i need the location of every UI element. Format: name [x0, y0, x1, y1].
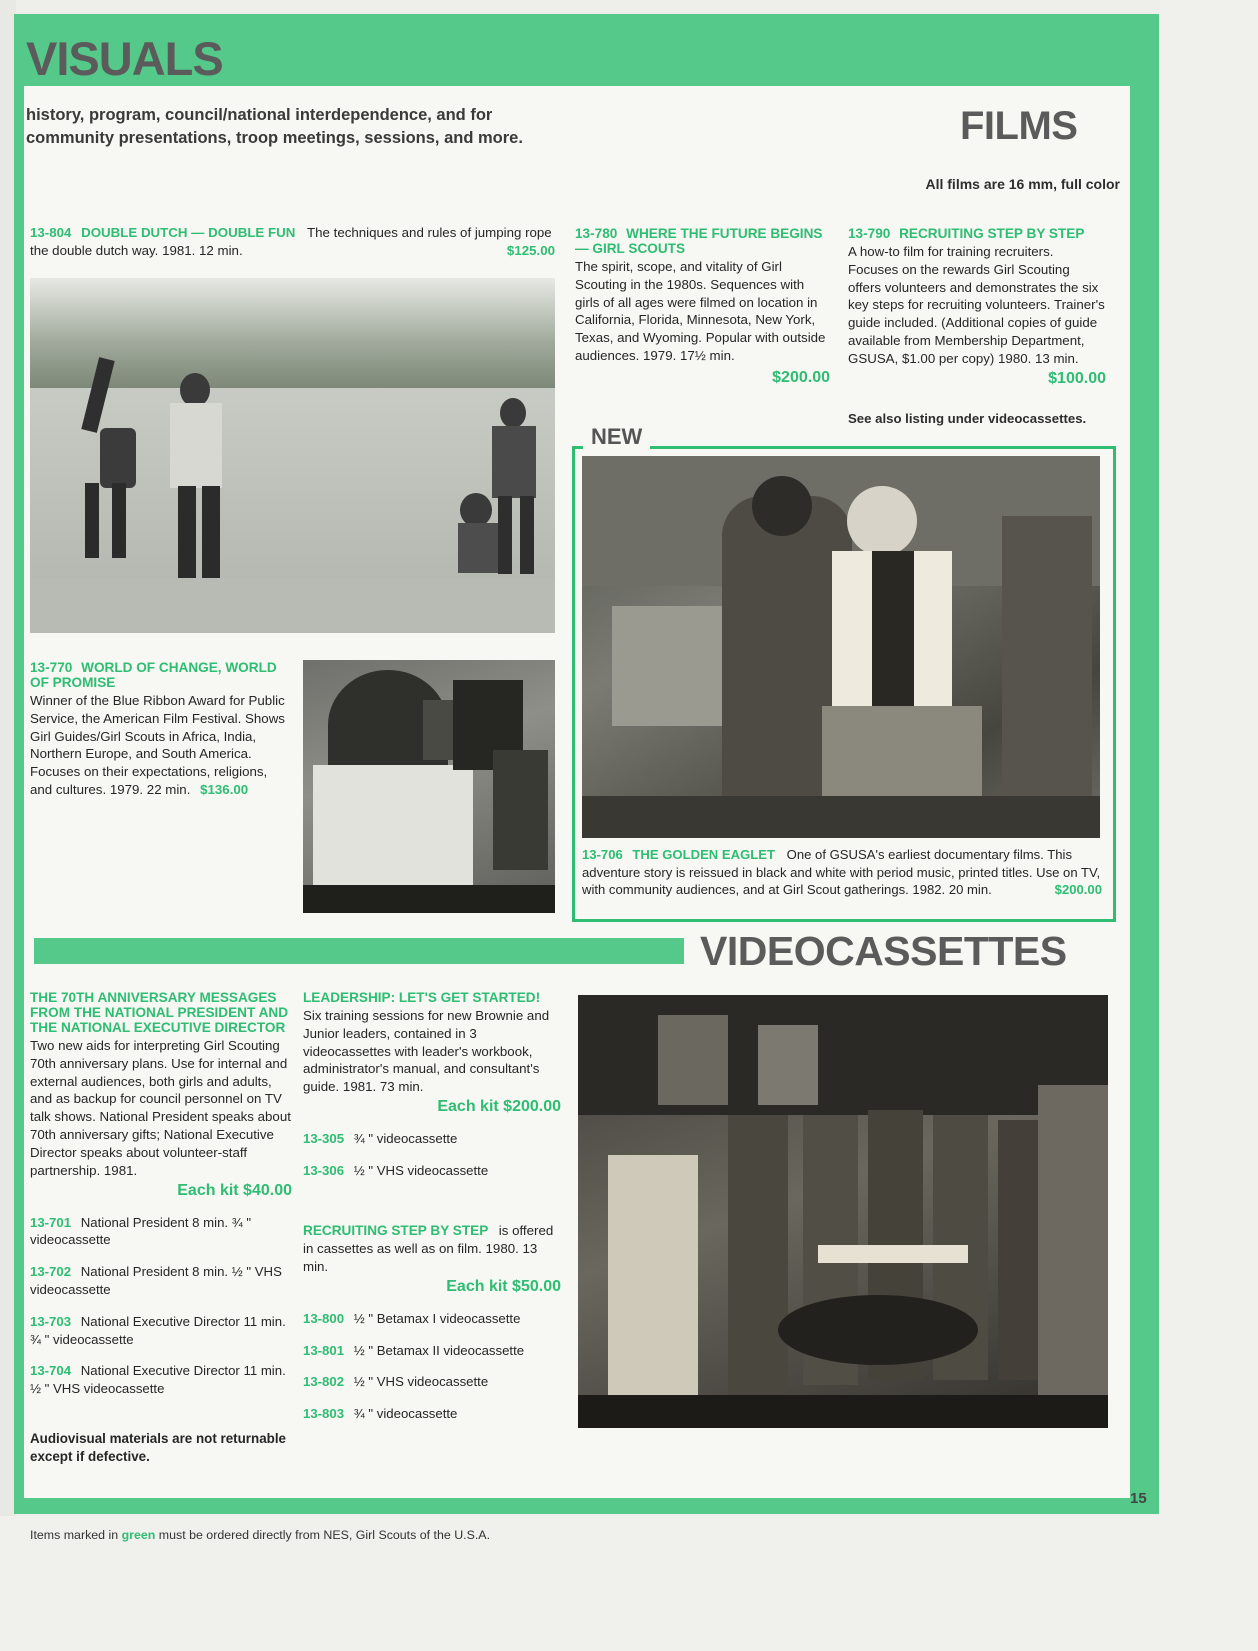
film-code: 13-706 — [582, 847, 623, 862]
item-code: 13-801 — [303, 1342, 345, 1358]
film-price: $200.00 — [1054, 882, 1102, 898]
list-item — [30, 1263, 292, 1299]
film-entry-13-804 — [30, 224, 555, 260]
vc-entry-price: Each kit $200.00 — [437, 1098, 561, 1116]
videocassettes-banner-bar — [34, 938, 684, 964]
item-code: 13-803 — [303, 1406, 345, 1422]
film-title: DOUBLE DUTCH — DOUBLE FUN — [81, 225, 296, 240]
film-price: $125.00 — [506, 242, 555, 258]
item-description: National Executive Director 11 min. ½ " VHS videocassette — [30, 1363, 286, 1397]
item-description: ½ " VHS videocassette — [353, 1374, 489, 1390]
item-description: National Executive Director 11 min. ¾ " videocassette — [30, 1313, 286, 1347]
videocassette-column-1 — [30, 990, 292, 1398]
item-code: 13-701 — [30, 1214, 72, 1230]
vc-entry-title: LEADERSHIP: LET'S GET STARTED! — [303, 990, 541, 1005]
vc-entry-price-2: Each kit $50.00 — [446, 1277, 561, 1295]
film-code: 13-780 — [575, 226, 618, 241]
item-code: 13-702 — [30, 1264, 72, 1280]
videocassette-column-2 — [303, 990, 561, 1423]
footer-note-suffix: must be ordered directly from NES, Girl Scouts of the U.S.A. — [155, 1528, 491, 1542]
intro-text: history, program, council/national interdependence, and for community presentations, troop meetings, sessions, and more. — [26, 106, 523, 148]
item-description: ½ " Betamax I videocassette — [353, 1310, 521, 1326]
item-description: ½ " VHS videocassette — [353, 1162, 489, 1178]
vc-entry-description: Two new aids for interpreting Girl Scouting 70th anniversary plans. Use for internal and external audiences, both girls and adults, and as backup for council personnel on TV talk shows. National President speaks about 70th anniversary gifts; National Executive Director speaks about volunteer-staff partnership. 1981. — [30, 1038, 291, 1178]
photo-camera-operator — [303, 660, 555, 913]
item-description: ¾ " videocassette — [353, 1406, 458, 1422]
list-item — [30, 1313, 292, 1349]
film-price: $136.00 — [200, 782, 249, 798]
film-code: 13-804 — [30, 225, 72, 240]
list-item — [303, 1373, 561, 1391]
film-title: THE GOLDEN EAGLET — [632, 847, 776, 862]
item-code: 13-306 — [303, 1162, 345, 1178]
film-description: A how-to film for training recruiters. Focuses on the rewards Girl Scouting offers volunteers and demonstrates the six key steps for recruiting volunteers. Trainer's guide included. (Additional copies of guide available from Membership Department, GSUSA, $1.00 per copy) 1980. 13 min. — [848, 244, 1105, 366]
list-item — [303, 1162, 561, 1180]
film-code: 13-790 — [848, 226, 891, 241]
item-description: ¾ " videocassette — [353, 1131, 458, 1147]
film-code: 13-770 — [30, 660, 73, 675]
film-description: One of GSUSA's earliest documentary films. This adventure story is reissued in black and white with period music, printed titles. Use on TV, with community audiences, and at Girl Scout gatherings. 1982. 20 min. — [582, 847, 1101, 898]
film-title: WHERE THE FUTURE BEGINS — GIRL SCOUTS — [575, 226, 823, 256]
item-code: 13-704 — [30, 1363, 72, 1379]
item-description: National President 8 min. ¾ " videocassette — [30, 1214, 252, 1248]
videocassettes-heading: VIDEOCASSETTES — [700, 928, 1067, 974]
film-price: $200.00 — [772, 368, 830, 386]
film-price: $100.00 — [1048, 369, 1106, 387]
list-item — [303, 1130, 561, 1148]
page-title: VISUALS — [26, 32, 223, 85]
item-code: 13-802 — [303, 1374, 345, 1390]
page-number: 15 — [1130, 1490, 1147, 1507]
footer-note-prefix: Items marked in — [30, 1528, 122, 1542]
list-item — [303, 1310, 561, 1328]
films-format-note: All films are 16 mm, full color — [925, 176, 1120, 192]
list-item — [30, 1214, 292, 1250]
item-description: National President 8 min. ½ " VHS videocassette — [30, 1264, 282, 1297]
page-right-margin — [1160, 0, 1258, 1651]
films-heading: FILMS — [960, 104, 1078, 148]
list-item — [303, 1342, 561, 1360]
vc-entry-description-2: is offered in cassettes as well as on film. 1980. 13 min. — [303, 1222, 554, 1274]
vc-entry-title-2: RECRUITING STEP BY STEP — [303, 1222, 489, 1238]
footer-note-highlight: green — [121, 1528, 156, 1542]
film-entry-13-770 — [30, 660, 285, 799]
vc-entry-description: Six training sessions for new Brownie and Junior leaders, contained in 3 videocassettes with leader's workbook, administrator's manual, and consultant's guide. 1981. 73 min. — [303, 1008, 550, 1095]
film-description: Winner of the Blue Ribbon Award for Public Service, the American Film Festival. Shows Girl Guides/Girl Scouts in Africa, India, Northern Europe, and South America. Focuses on their expectations, religions, and cultures. 1979. 22 min. — [30, 693, 285, 798]
film-entry-13-780 — [575, 226, 830, 387]
item-code: 13-305 — [303, 1131, 345, 1147]
film-title: RECRUITING STEP BY STEP — [899, 226, 1085, 241]
footer-note — [30, 1528, 490, 1542]
film-title: WORLD OF CHANGE, WORLD OF PROMISE — [30, 660, 277, 690]
new-item-text — [582, 846, 1102, 899]
photo-candle-ceremony — [578, 995, 1108, 1428]
list-item — [30, 1362, 292, 1398]
returns-note: Audiovisual materials are not returnable except if defective. — [30, 1431, 286, 1465]
film-entry-13-790 — [848, 226, 1106, 388]
vc-entry-title: THE 70TH ANNIVERSARY MESSAGES FROM THE NATIONAL PRESIDENT AND THE NATIONAL EXECUTIVE DIRECTOR — [30, 990, 289, 1035]
item-code: 13-703 — [30, 1313, 72, 1329]
film-description: The spirit, scope, and vitality of Girl Scouting in the 1980s. Sequences with girls of all ages were filmed on location in California, Florida, Minnesota, New York, Texas, and Wyoming. Popular with outside audiences. 1979. 17½ min. — [575, 259, 826, 364]
see-also-note: See also listing under videocassettes. — [848, 411, 1087, 426]
vc-entry-price: Each kit $40.00 — [177, 1181, 292, 1199]
photo-double-dutch — [30, 278, 555, 633]
list-item — [303, 1405, 561, 1423]
item-code: 13-800 — [303, 1310, 345, 1326]
item-description: ½ " Betamax II videocassette — [353, 1342, 525, 1358]
film-description: The techniques and rules of jumping rope the double dutch way. 1981. 12 min. — [30, 225, 552, 258]
new-badge: NEW — [583, 424, 650, 450]
photo-golden-eaglet — [582, 456, 1100, 838]
